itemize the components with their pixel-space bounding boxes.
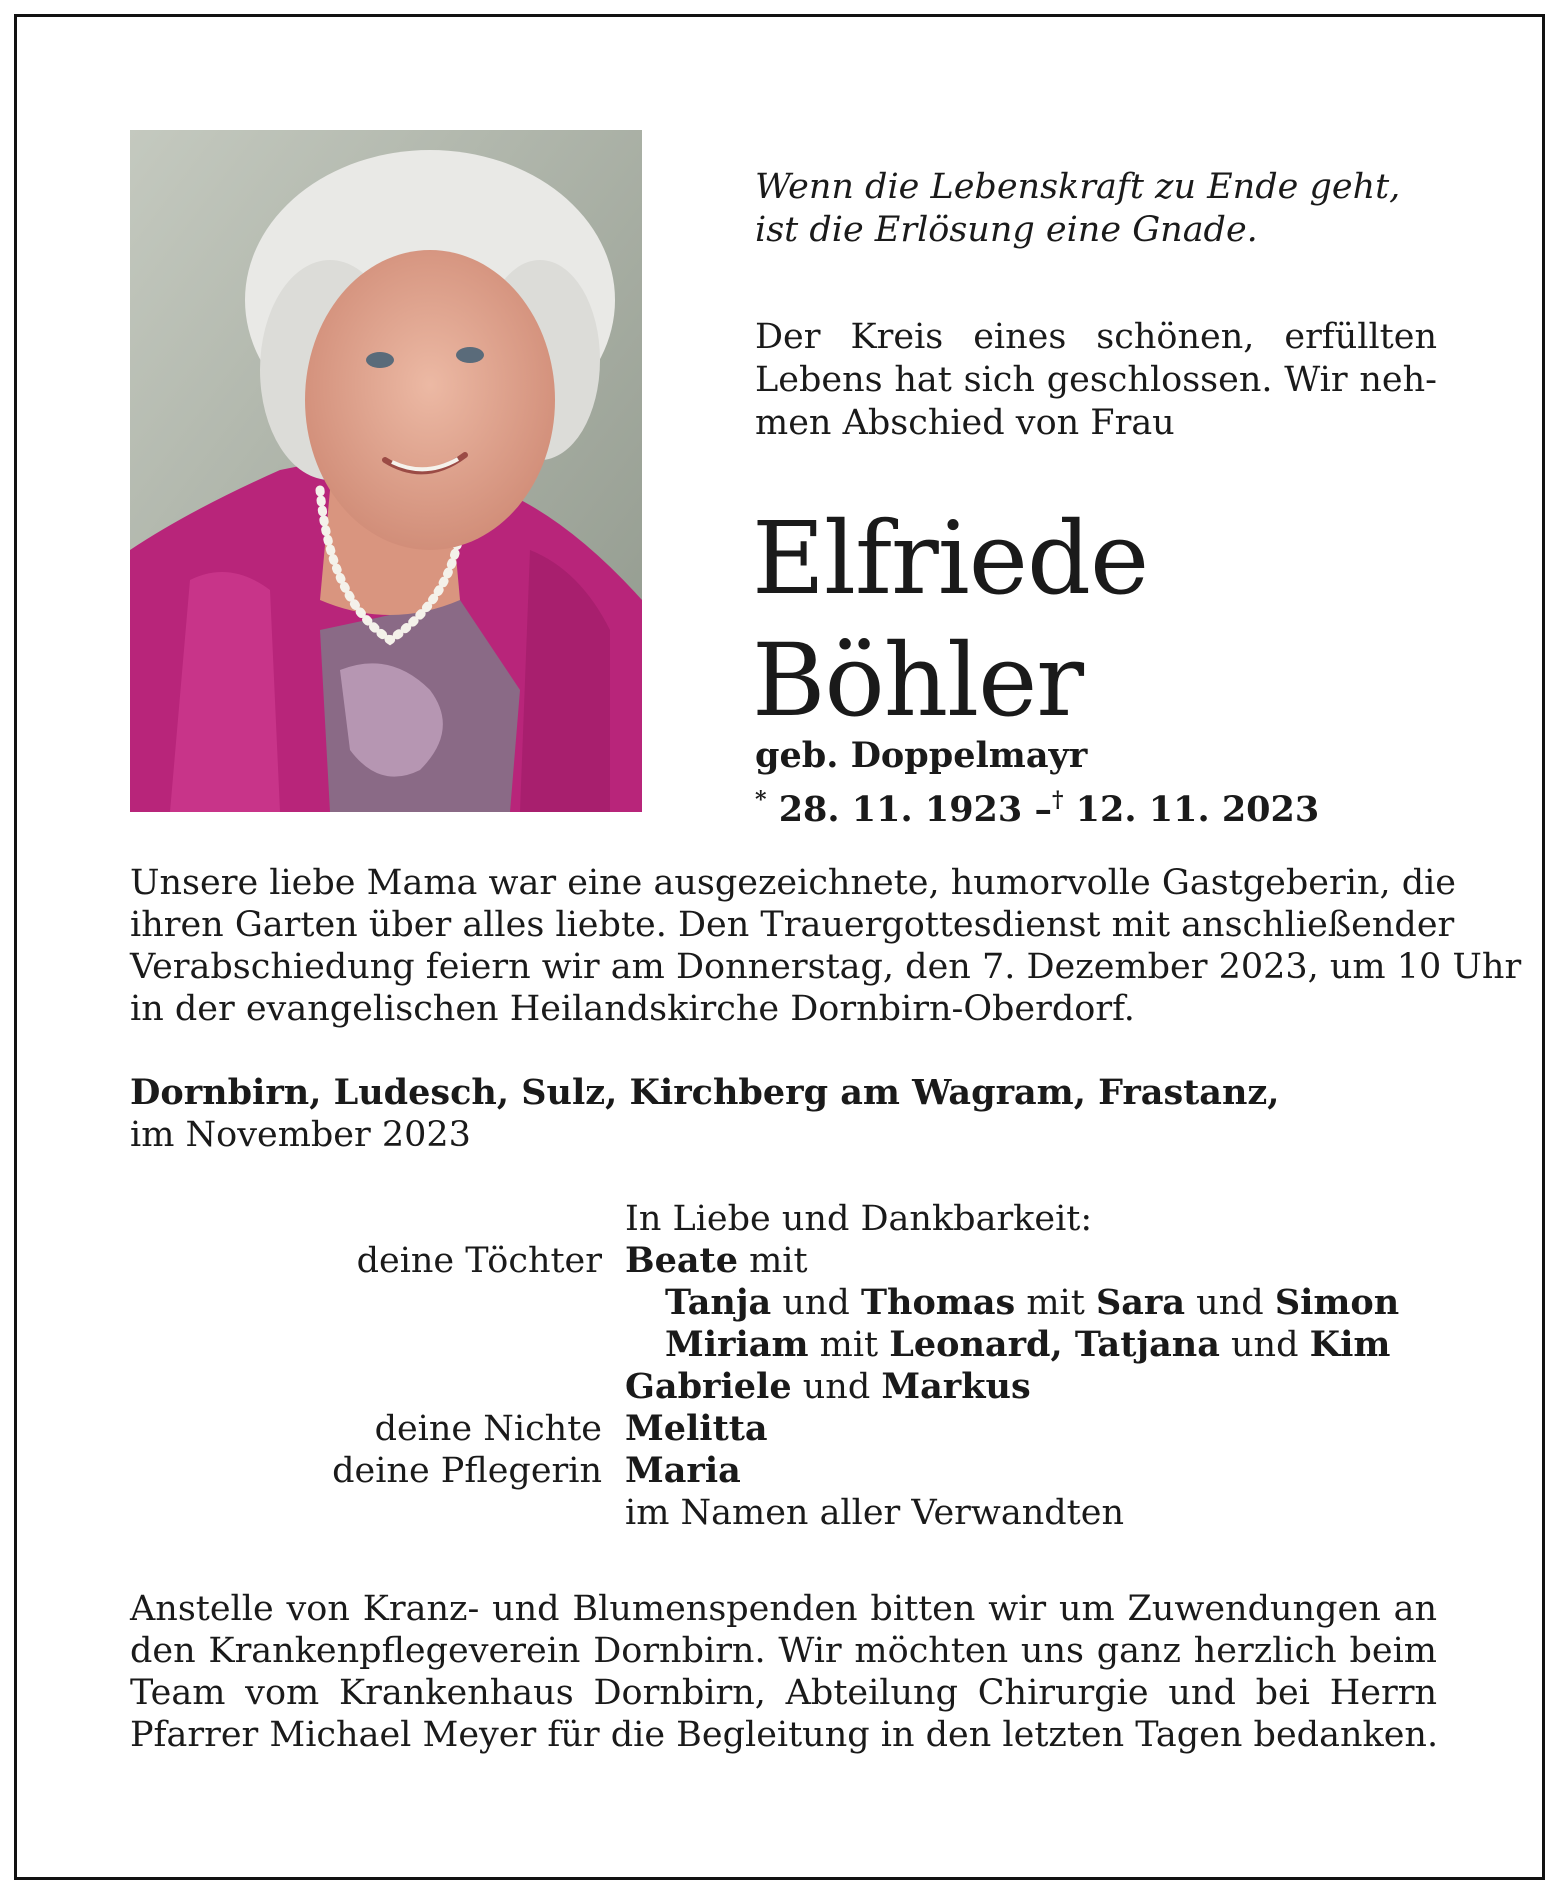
word-und: und xyxy=(1231,1325,1299,1365)
daughter-row xyxy=(0,1366,1567,1408)
carer-label: deine Pflegerin xyxy=(332,1451,602,1491)
name-kim: Kim xyxy=(1309,1324,1391,1365)
word-und: und xyxy=(1196,1283,1264,1323)
niece-row xyxy=(0,1408,1567,1450)
name-maria: Maria xyxy=(625,1450,741,1491)
name-beate: Beate xyxy=(625,1240,738,1281)
name-tanja: Tanja xyxy=(665,1282,772,1323)
word-mit: mit xyxy=(819,1325,879,1365)
mourners-heading-row xyxy=(0,1198,1567,1240)
name-gabriele: Gabriele xyxy=(625,1366,792,1407)
places-line: Dornbirn, Ludesch, Sulz, Kirchberg am Wagram, Frastanz, xyxy=(130,1072,1280,1113)
name-simon: Simon xyxy=(1274,1282,1400,1323)
carer-row xyxy=(0,1450,1567,1492)
daughters-row xyxy=(0,1240,1567,1282)
quote-line: ist die Erlösung eine Gnade. xyxy=(755,210,1258,250)
donation-paragraph xyxy=(130,1588,1437,1756)
niece-label: deine Nichte xyxy=(374,1409,602,1449)
name-thomas: Thomas xyxy=(860,1282,1016,1323)
deceased-name xyxy=(752,498,1148,742)
intro-line: Lebens hat sich geschlossen. Wir neh- xyxy=(755,360,1437,400)
word-und: und xyxy=(782,1283,850,1323)
mourners-list xyxy=(0,1198,1567,1534)
death-symbol: † xyxy=(1051,787,1064,813)
name-sara: Sara xyxy=(1095,1282,1186,1323)
death-date: 12. 11. 2023 xyxy=(1075,789,1320,830)
portrait-illustration xyxy=(130,130,642,812)
funeral-paragraph xyxy=(130,862,1522,1030)
intro-line: men Abschied von Frau xyxy=(755,403,1175,443)
name-leonard-tatjana: Leonard, Tatjana xyxy=(889,1324,1220,1365)
paragraph-line: Verabschiedung feiern wir am Donnerstag, den 7. Dezember 2023, um 10 Uhr xyxy=(130,947,1522,987)
paragraph-line: Team vom Krankenhaus Dornbirn, Abteilung Chirurgie und bei Herrn xyxy=(130,1673,1437,1713)
birth-symbol: * xyxy=(755,787,767,813)
paragraph-line: in der evangelischen Heilandskirche Dornbirn-Oberdorf. xyxy=(130,989,1135,1029)
places-and-date xyxy=(130,1072,1280,1156)
life-dates xyxy=(755,778,1319,832)
grandchildren-row xyxy=(0,1282,1567,1324)
relatives-text: im Namen aller Verwandten xyxy=(625,1493,1124,1533)
intro-line: Der Kreis eines schönen, erfüllten xyxy=(755,317,1437,357)
grandchildren-row xyxy=(0,1324,1567,1366)
first-name: Elfriede xyxy=(752,500,1149,617)
paragraph-line: Unsere liebe Mama war eine ausgezeichnete, humorvolle Gastgeberin, die xyxy=(130,863,1457,903)
birth-date: 28. 11. 1923 xyxy=(778,789,1023,830)
date-line: im November 2023 xyxy=(130,1115,471,1155)
name-melitta: Melitta xyxy=(625,1408,768,1449)
word-und: und xyxy=(802,1367,871,1407)
paragraph-line: den Krankenpflegeverein Dornbirn. Wir möchten uns ganz herzlich beim xyxy=(130,1631,1437,1671)
date-dash: – xyxy=(1034,789,1052,830)
word-mit: mit xyxy=(749,1241,808,1281)
word-mit: mit xyxy=(1026,1283,1085,1323)
paragraph-line: Pfarrer Michael Meyer für die Begleitung in den letzten Tagen bedanken. xyxy=(130,1715,1439,1755)
mourners-heading: In Liebe und Dankbarkeit: xyxy=(625,1199,1093,1239)
name-markus: Markus xyxy=(881,1366,1031,1407)
quote-line: Wenn die Lebenskraft zu Ende geht, xyxy=(755,167,1401,207)
paragraph-line: ihren Garten über alles liebte. Den Trauergottesdienst mit anschließender xyxy=(130,905,1455,945)
name-miriam: Miriam xyxy=(665,1324,809,1365)
maiden-name: geb. Doppelmayr xyxy=(755,735,1088,776)
daughters-label: deine Töchter xyxy=(356,1241,602,1281)
portrait-photo xyxy=(130,130,642,812)
epigraph-quote xyxy=(755,166,1455,252)
intro-text xyxy=(755,316,1437,445)
last-name: Böhler xyxy=(752,622,1084,739)
paragraph-line: Anstelle von Kranz- und Blumenspenden bitten wir um Zuwendungen an xyxy=(130,1589,1437,1629)
face-shape xyxy=(305,250,555,550)
relatives-row xyxy=(0,1492,1567,1534)
